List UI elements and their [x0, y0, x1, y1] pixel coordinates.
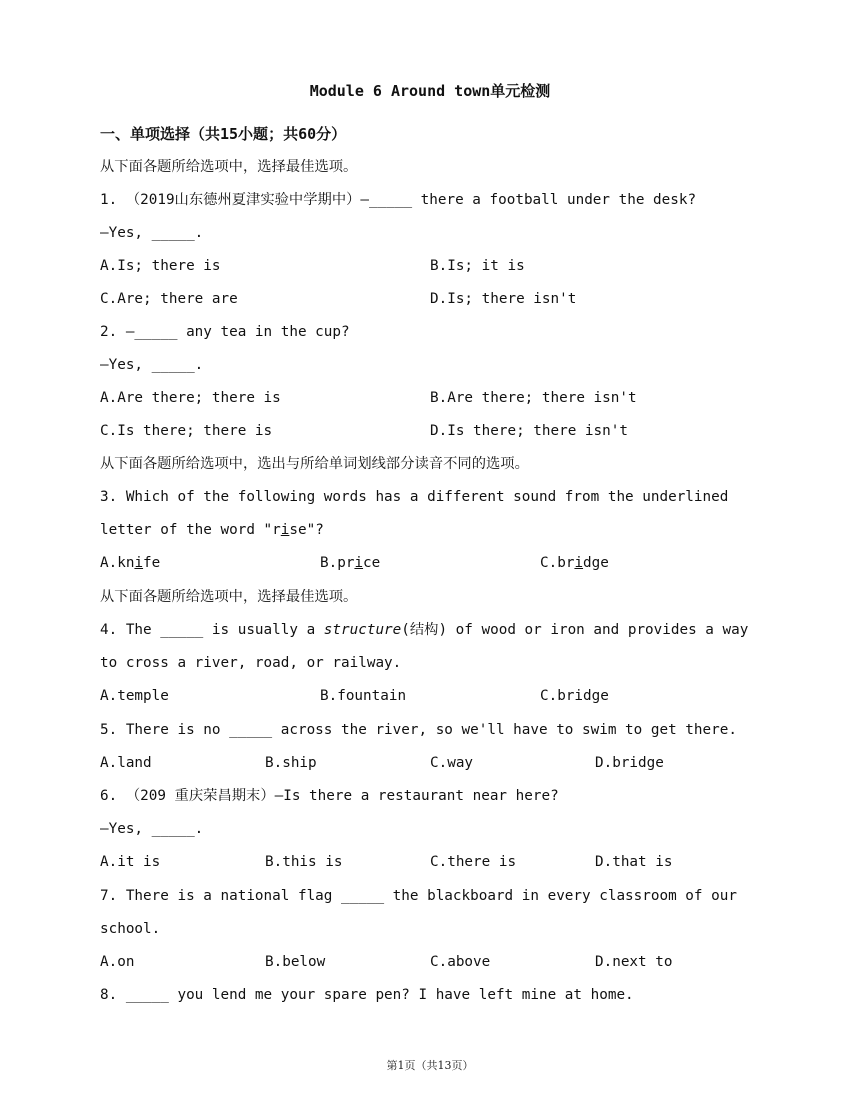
- question-3-option-c: C.bridge: [540, 555, 609, 571]
- question-5-stem: 5. There is no _____ across the river, so we'll have to swim to get there.: [100, 722, 737, 738]
- question-5-option-b: B.ship: [265, 755, 317, 771]
- question-4-option-b: B.fountain: [320, 688, 407, 704]
- question-1-option-c: C.Are; there are: [100, 291, 238, 307]
- question-7-option-b: B.below: [265, 954, 326, 970]
- question-3-stem-line2: letter of the word "rise"?: [100, 522, 324, 538]
- instruction-choose-sound: 从下面各题所给选项中，选出与所给单词划线部分读音不同的选项。: [100, 456, 529, 472]
- question-7-stem-line2: school.: [100, 921, 161, 937]
- question-1-stem: 1. （2019山东德州夏津实验中学期中）—_____ there a football under the desk?: [100, 192, 697, 208]
- question-6-option-d: D.that is: [595, 854, 673, 870]
- question-4-option-c: C.bridge: [540, 688, 609, 704]
- question-7-option-d: D.next to: [595, 954, 673, 970]
- question-2-option-a: A.Are there; there is: [100, 390, 281, 406]
- question-2-option-b: B.Are there; there isn't: [430, 390, 637, 406]
- question-5-option-c: C.way: [430, 755, 474, 771]
- question-6-option-a: A.it is: [100, 854, 161, 870]
- instruction-choose-best: 从下面各题所给选项中，选择最佳选项。: [100, 159, 358, 175]
- question-2-response: —Yes, _____.: [100, 357, 204, 373]
- question-7-option-a: A.on: [100, 954, 135, 970]
- question-1-response: —Yes, _____.: [100, 225, 204, 241]
- question-7-option-c: C.above: [430, 954, 491, 970]
- question-3-option-b: B.price: [320, 555, 381, 571]
- underlined-letter: i: [280, 522, 290, 538]
- question-5-option-a: A.land: [100, 755, 152, 771]
- question-6-stem: 6. （209 重庆荣昌期末）—Is there a restaurant near here?: [100, 788, 559, 804]
- question-8-stem: 8. _____ you lend me your spare pen? I have left mine at home.: [100, 987, 634, 1003]
- question-5-option-d: D.bridge: [595, 755, 664, 771]
- section-heading: 一、单项选择（共15小题；共60分）: [100, 125, 347, 143]
- question-4-stem-line2: to cross a river, road, or railway.: [100, 655, 402, 671]
- question-7-stem: 7. There is a national flag _____ the blackboard in every classroom of our: [100, 888, 737, 904]
- question-2-option-c: C.Is there; there is: [100, 423, 273, 439]
- question-4-stem: 4. The _____ is usually a structure(结构) of wood or iron and provides a way: [100, 622, 749, 638]
- question-3-option-a: A.knife: [100, 555, 161, 571]
- instruction-choose-best-2: 从下面各题所给选项中，选择最佳选项。: [100, 589, 358, 605]
- page-footer: 第1页（共13页）: [386, 1059, 474, 1072]
- question-2-stem: 2. —_____ any tea in the cup?: [100, 324, 350, 340]
- question-6-option-c: C.there is: [430, 854, 517, 870]
- question-3-stem: 3. Which of the following words has a different sound from the underlined: [100, 489, 729, 505]
- question-1-option-b: B.Is; it is: [430, 258, 525, 274]
- question-1-option-d: D.Is; there isn't: [430, 291, 577, 307]
- question-2-option-d: D.Is there; there isn't: [430, 423, 628, 439]
- question-6-response: —Yes, _____.: [100, 821, 204, 837]
- page-title: Module 6 Around town单元检测: [309, 82, 551, 100]
- question-1-option-a: A.Is; there is: [100, 258, 221, 274]
- question-4-option-a: A.temple: [100, 688, 169, 704]
- question-6-option-b: B.this is: [265, 854, 343, 870]
